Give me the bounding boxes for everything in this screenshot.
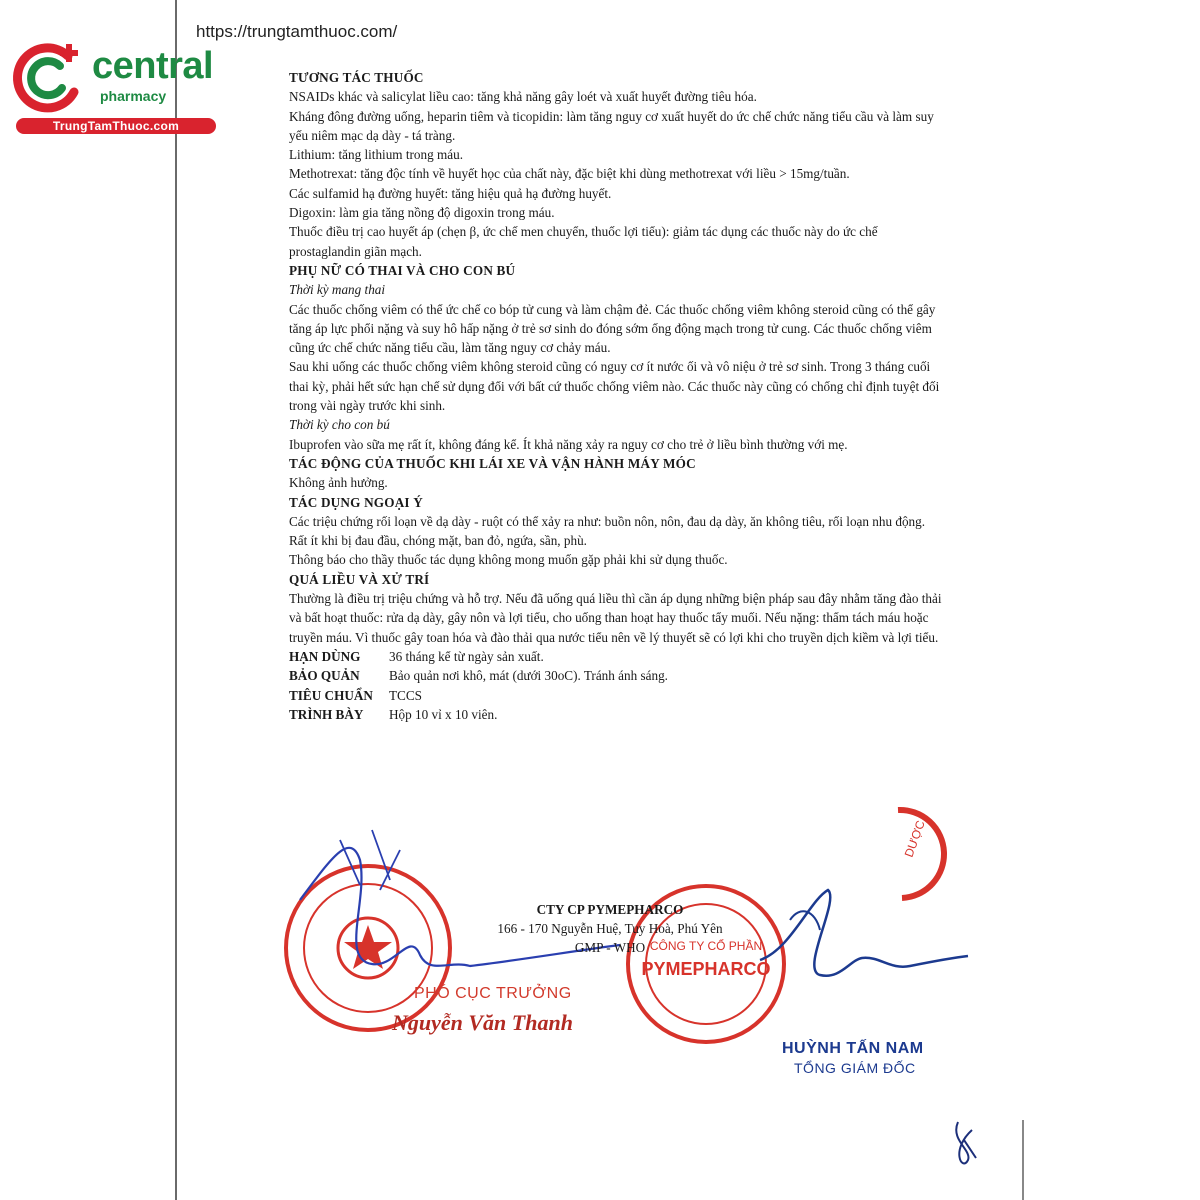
company-name: CTY CP PYMEPHARCO: [536, 902, 684, 917]
paragraph: Rất ít khi bị đau đầu, chóng mặt, ban đỏ, ngứa, sần, phù.: [289, 533, 587, 549]
pharmacy-logo[interactable]: [8, 38, 213, 138]
director-signature: [760, 890, 968, 976]
heading-driving: TÁC ĐỘNG CỦA THUỐC KHI LÁI XE VÀ VẬN HÀNH MÁY MÓC: [289, 455, 696, 471]
paragraph: Không ảnh hưởng.: [289, 475, 388, 491]
subheading-lactation: Thời kỳ cho con bú: [289, 417, 390, 433]
spec-label: TRÌNH BÀY: [289, 706, 364, 722]
company-address: 166 - 170 Nguyễn Huệ, Tuy Hoà, Phú Yên: [497, 921, 723, 936]
paragraph: Các thuốc chống viêm có thể ức chế co bóp tử cung và làm chậm đẻ. Các thuốc chống viêm không steroid cũng có thể gây tăng áp lực phổi nặng và suy hô hấp nặng ở trẻ sơ sinh do đóng sớm ống động mạch trong tử cung. Các thuốc chống viêm cũng ức chế chức năng tiểu cầu, làm tăng nguy cơ chảy máu.: [289, 301, 936, 356]
director-name: HUỲNH TẤN NAM: [782, 1040, 924, 1057]
spec-row: [289, 647, 949, 666]
paragraph: Thông báo cho thầy thuốc tác dụng không mong muốn gặp phải khi sử dụng thuốc.: [289, 552, 728, 568]
document-body: [289, 68, 949, 724]
paragraph: Các triệu chứng rối loạn về dạ dày - ruột có thể xảy ra như: buồn nôn, nôn, đau dạ dày, ăn không tiêu, rối loạn nhu động.: [289, 513, 926, 529]
company-cert: GMP - WHO: [574, 940, 646, 955]
company-block: [480, 900, 740, 957]
spec-label: BẢO QUẢN: [289, 668, 360, 684]
edge-stamp: [898, 810, 944, 898]
spec-value: Hộp 10 vỉ x 10 viên.: [389, 706, 498, 722]
paragraph: Sau khi uống các thuốc chống viêm không steroid cũng có nguy cơ ít nước ối và vô niệu ở trẻ sơ sinh. Trong 3 tháng cuối thai kỳ, phải hết sức hạn chế sử dụng đối với bất cứ thuốc chống viêm nào. Các thuốc này cũng có chống chỉ định tuyệt đối trong vài ngày trước khi sinh.: [289, 359, 940, 414]
spec-table: [289, 647, 949, 724]
spec-value: 36 tháng kể từ ngày sản xuất.: [389, 648, 544, 664]
edge-stamp-text: DƯỢC: [901, 818, 928, 860]
spec-value: TCCS: [389, 687, 422, 703]
logo-name: central: [92, 45, 214, 87]
paragraph: Thuốc điều trị cao huyết áp (chẹn β, ức chế men chuyển, thuốc lợi tiểu): giảm tác dụng các thuốc này do ức chế prostaglandin giãn mạch.: [289, 224, 878, 259]
company-stamp-text: CÔNG TY CỔ PHẦN: [649, 939, 763, 953]
spec-row: [289, 705, 949, 724]
page-right-edge: [1022, 1120, 1024, 1200]
spec-row: [289, 666, 949, 685]
paragraph: Lithium: tăng lithium trong máu.: [289, 147, 463, 163]
paragraph: NSAIDs khác và salicylat liều cao: tăng khả năng gây loét và xuất huyết đường tiêu hóa.: [289, 89, 757, 105]
spec-row: [289, 686, 949, 705]
logo-banner: TrungTamThuoc.com: [16, 118, 216, 134]
deputy-name: Nguyễn Văn Thanh: [392, 1010, 573, 1035]
company-stamp-brand: PYMEPHARCO: [641, 959, 771, 979]
paragraph: Thường là điều trị triệu chứng và hỗ trợ. Nếu đã uống quá liều thì cần áp dụng những biện pháp sau đây nhằm tăng đào thải và bất hoạt thuốc: rửa dạ dày, gây nôn và lợi tiểu, cho uống than hoạt hay thuốc tẩy muối. Nếu nặng: thẩm tách máu hoặc truyền máu. Vì thuốc gây toan hóa và đào thải qua nước tiểu nên về lý thuyết sẽ có lợi khi cho truyền dịch kiềm và lợi tiểu.: [289, 591, 942, 645]
initials-mark: [956, 1122, 976, 1163]
spec-label: TIÊU CHUẨN: [289, 687, 373, 703]
pharmacy-cross-icon: [10, 38, 90, 118]
paragraph: Các sulfamid hạ đường huyết: tăng hiệu quả hạ đường huyết.: [289, 185, 612, 201]
deputy-title: PHÓ CỤC TRƯỞNG: [414, 985, 572, 1002]
spec-label: HẠN DÙNG: [289, 648, 361, 664]
spec-value: Bảo quản nơi khô, mát (dưới 30oC). Tránh ánh sáng.: [389, 668, 668, 684]
paragraph: Ibuprofen vào sữa mẹ rất ít, không đáng kể. Ít khả năng xảy ra nguy cơ cho trẻ ở liều bình thường với mẹ.: [289, 436, 848, 452]
paragraph: Digoxin: làm gia tăng nồng độ digoxin trong máu.: [289, 205, 555, 221]
director-title: TỔNG GIÁM ĐỐC: [794, 1060, 916, 1076]
page-left-edge: [175, 0, 177, 1200]
logo-subtitle: pharmacy: [100, 88, 167, 104]
subheading-pregnancy: Thời kỳ mang thai: [289, 282, 386, 298]
heading-interactions: TƯƠNG TÁC THUỐC: [289, 70, 424, 85]
source-url[interactable]: https://trungtamthuoc.com/: [196, 22, 398, 41]
ministry-stamp: [286, 866, 450, 1030]
heading-pregnancy: PHỤ NỮ CÓ THAI VÀ CHO CON BÚ: [289, 262, 516, 278]
heading-overdose: QUÁ LIỀU VÀ XỬ TRÍ: [289, 571, 430, 587]
heading-side-effects: TÁC DỤNG NGOẠI Ý: [289, 494, 423, 510]
interactions-list: [289, 87, 949, 261]
paragraph: Kháng đông đường uống, heparin tiêm và ticopidin: làm tăng nguy cơ xuất huyết do ức chế chức năng tiểu cầu và làm suy yếu niêm mạc dạ dày - tá tràng.: [289, 108, 934, 143]
paragraph: Methotrexat: tăng độc tính về huyết học của chất này, đặc biệt khi dùng methotrexat với liều > 15mg/tuần.: [289, 166, 850, 182]
